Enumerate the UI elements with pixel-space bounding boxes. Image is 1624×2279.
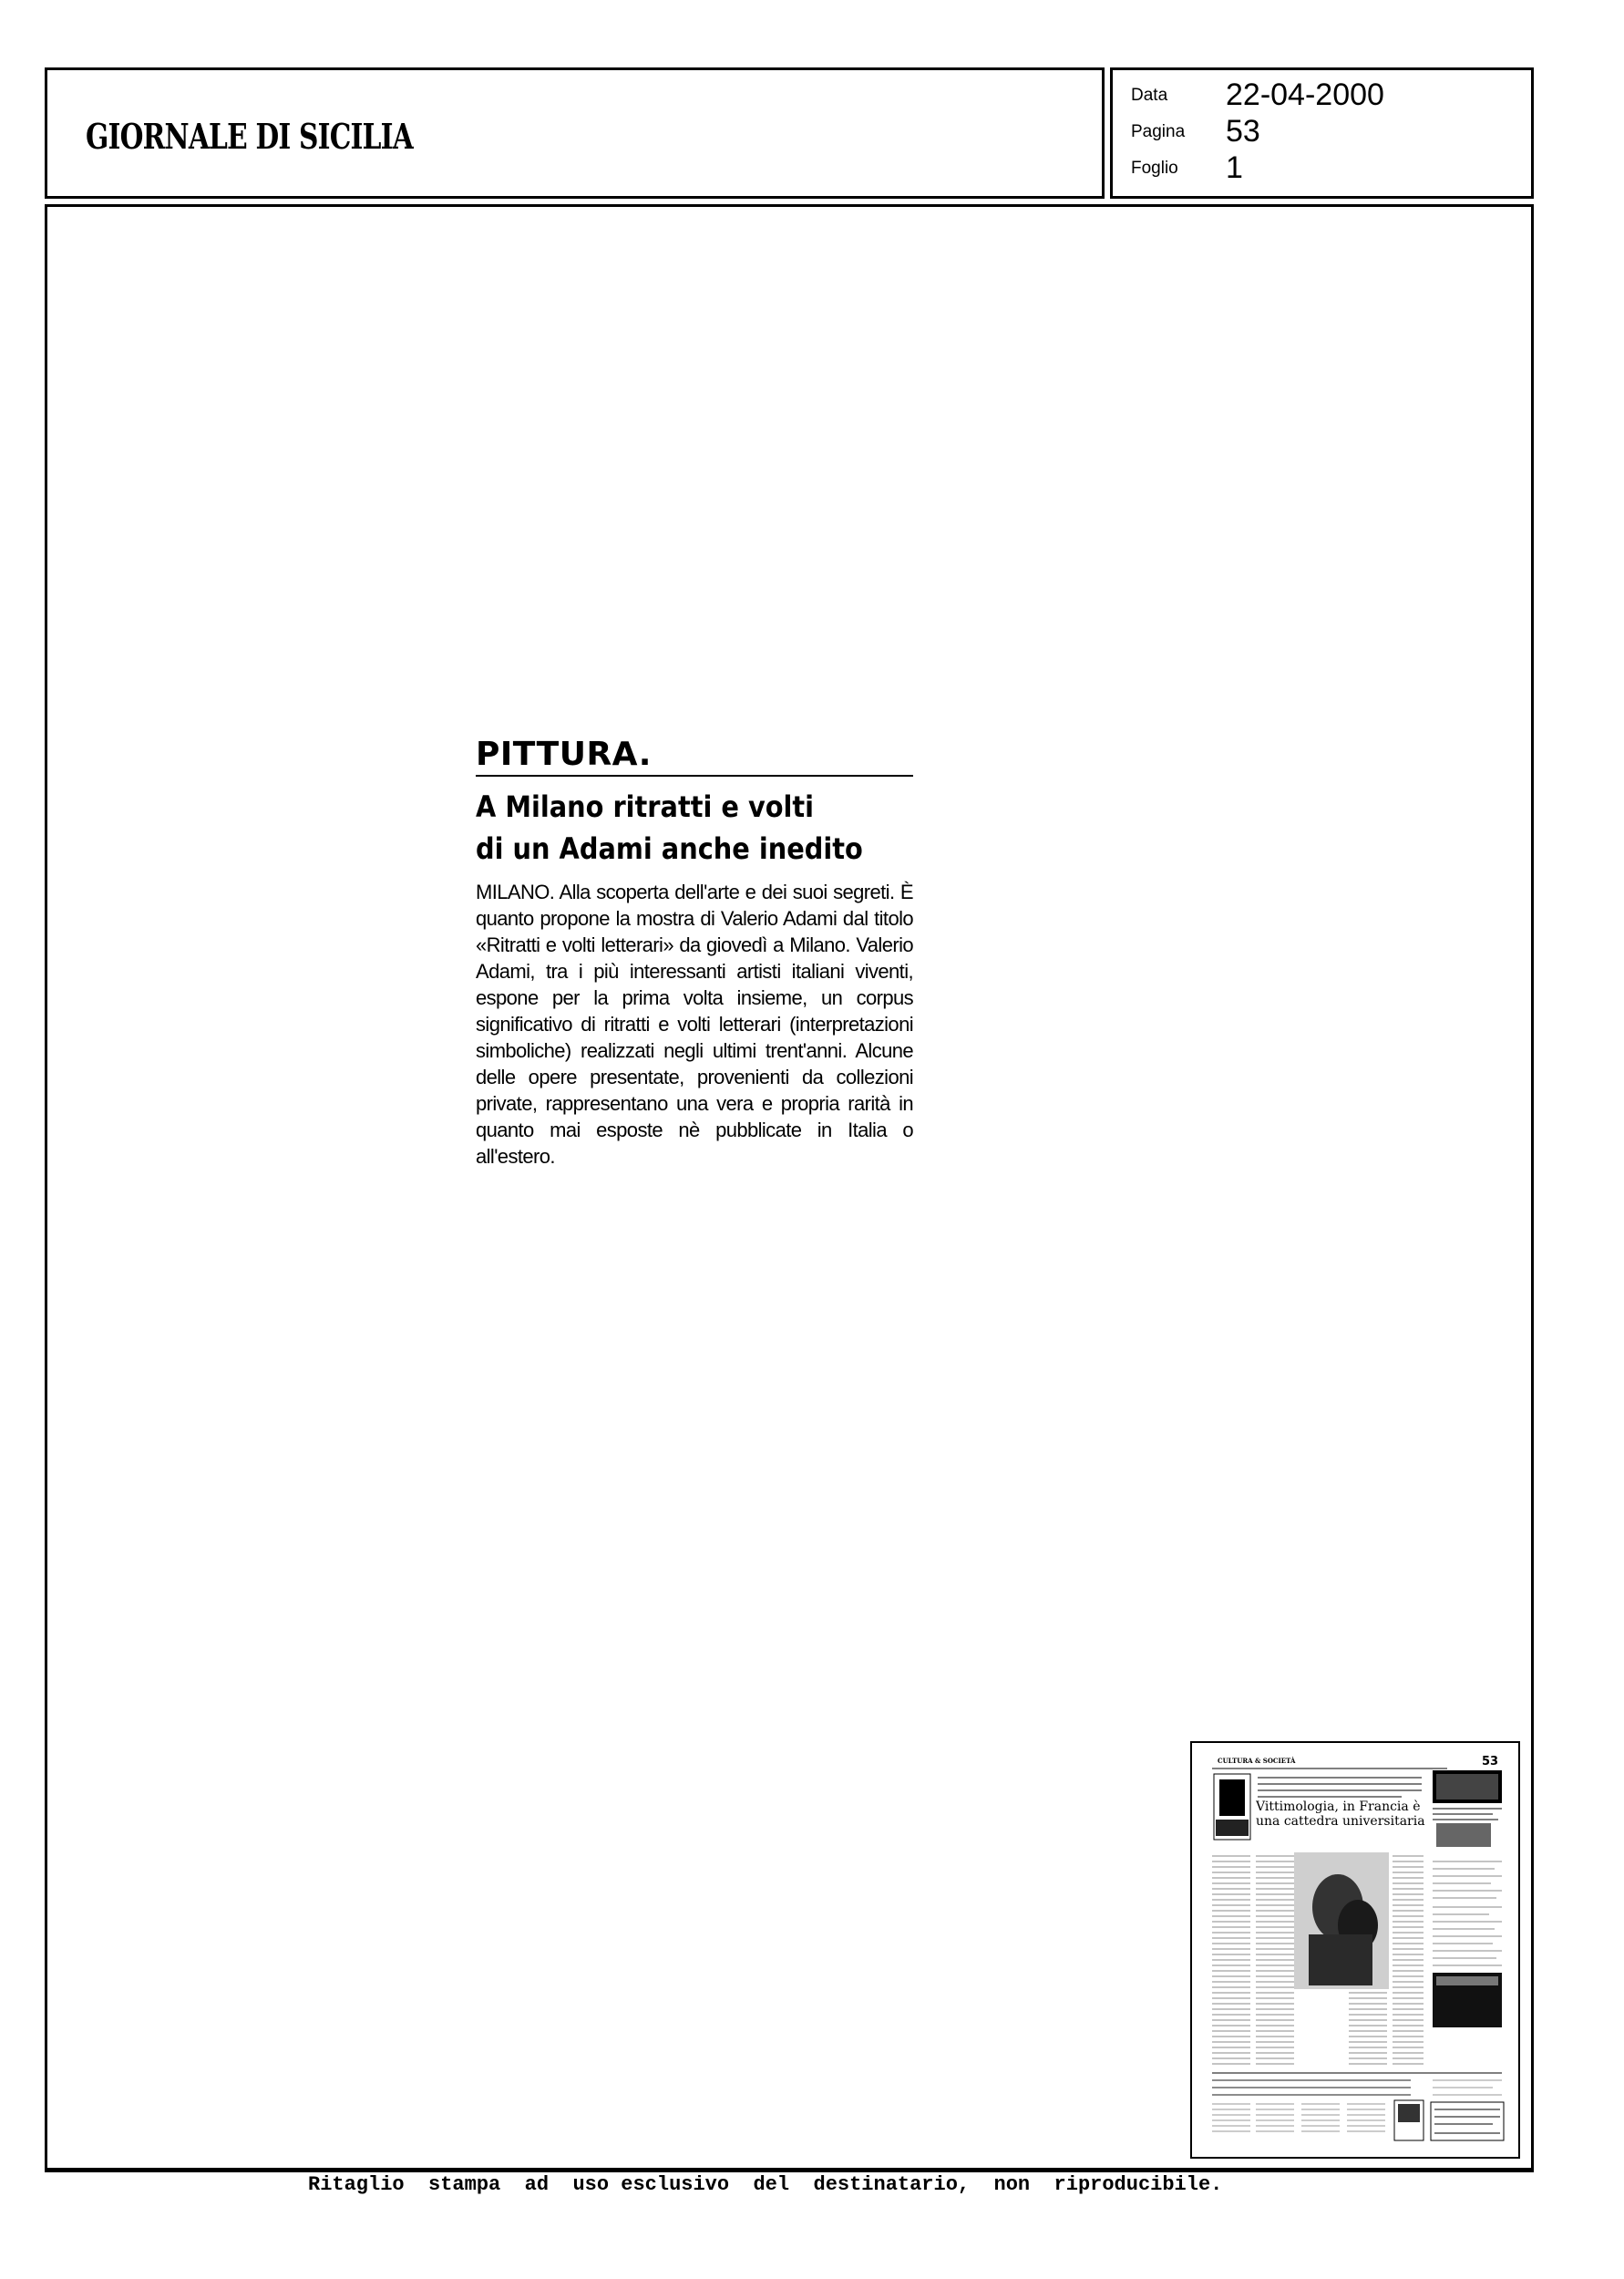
newspaper-masthead: GIORNALE DI SICILIA: [86, 116, 413, 157]
clipping-metadata-box: [1110, 67, 1534, 199]
article-kicker-rule: [476, 738, 913, 777]
sheet-value: 1: [1226, 150, 1243, 185]
article-kicker: PITTURA.: [476, 736, 652, 773]
meta-row-page: [1131, 114, 1260, 150]
headline-line-1: A Milano ritratti e volti: [476, 789, 815, 824]
thumb-headline: Vittimologia, in Francia è una cattedra universitaria: [1256, 1799, 1425, 1829]
masthead-box: [45, 67, 1105, 199]
article: [476, 738, 913, 1170]
headline-line-2: di un Adami anche inedito: [476, 831, 863, 866]
page-value: 53: [1226, 114, 1260, 149]
newspaper-page-thumbnail-image: [1192, 1743, 1518, 2157]
footer-rule: [45, 2170, 1534, 2172]
page-thumbnail: [1190, 1741, 1520, 2159]
thumb-page-number: 53: [1482, 1755, 1499, 1769]
date-value: 22-04-2000: [1226, 77, 1384, 112]
sheet-label: Foglio: [1131, 158, 1178, 178]
article-body: MILANO. Alla scoperta dell'arte e dei suoi segreti. È quanto propone la mostra di Valerio Adami dal titolo «Ritratti e volti letterari» da giovedì a Milano. Valerio Adami, tra i più interessanti artisti italiani viventi, espone per la prima volta insieme, un corpus significativo di ritratti e volti letterari (interpretazioni simboliche) realizzati negli ultimi trent'anni. Alcune delle opere presentate, provenienti da collezioni private, rappresentano una vera e propria rarità in quanto mai esposte nè pubblicate in Italia o all'estero.: [476, 881, 913, 1168]
thumb-section: CULTURA & SOCIETÀ: [1218, 1757, 1296, 1765]
meta-row-date: [1131, 77, 1384, 113]
date-label: Data: [1131, 85, 1168, 105]
page-label: Pagina: [1131, 121, 1186, 141]
footer-disclaimer: Ritaglio stampa ad uso esclusivo del destinatario, non riproducibile.: [308, 2173, 1223, 2196]
article-headline: [476, 786, 919, 870]
meta-row-sheet: [1131, 150, 1243, 186]
